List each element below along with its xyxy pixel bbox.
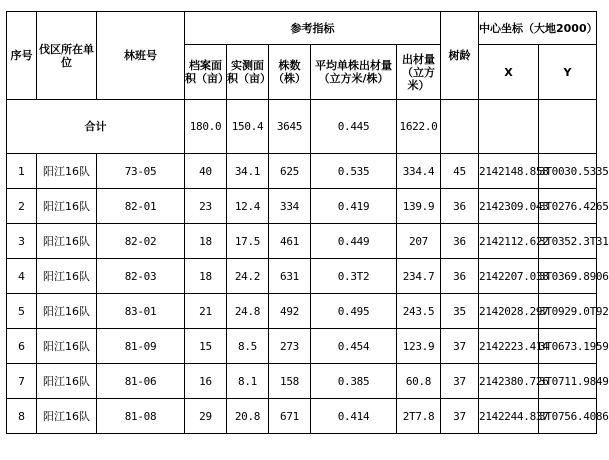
cell-tree-count[interactable]: 273 (269, 329, 311, 364)
total-volume[interactable]: 1622.0 (397, 100, 441, 154)
cell-unit[interactable]: 阳江16队 (37, 364, 97, 399)
cell-measured-area[interactable]: 34.1 (227, 154, 269, 189)
cell-tree-count[interactable]: 671 (269, 399, 311, 434)
total-age[interactable] (441, 100, 479, 154)
cell-unit[interactable]: 阳江16队 (37, 329, 97, 364)
cell-archive-area[interactable]: 40 (185, 154, 227, 189)
total-x[interactable] (479, 100, 539, 154)
table-row (7, 189, 597, 224)
cell-y[interactable]: 3T0673.1959 (539, 329, 597, 364)
cell-forest-id[interactable]: 81-08 (97, 399, 185, 434)
cell-x[interactable]: 2142028.297 (479, 294, 539, 329)
cell-seq[interactable]: 7 (7, 364, 37, 399)
cell-x[interactable]: 2142380.726 (479, 364, 539, 399)
cell-avg-volume[interactable]: 0.3T2 (311, 259, 397, 294)
cell-forest-id[interactable]: 82-02 (97, 224, 185, 259)
total-tree-count[interactable]: 3645 (269, 100, 311, 154)
cell-forest-id[interactable]: 82-01 (97, 189, 185, 224)
header-seq[interactable]: 序号 (7, 12, 37, 100)
cell-archive-area[interactable]: 29 (185, 399, 227, 434)
cell-tree-count[interactable]: 334 (269, 189, 311, 224)
header-tree-age[interactable]: 树龄 (441, 12, 479, 100)
cell-avg-volume[interactable]: 0.419 (311, 189, 397, 224)
cell-volume[interactable]: 234.7 (397, 259, 441, 294)
cell-age[interactable]: 45 (441, 154, 479, 189)
cell-tree-count[interactable]: 625 (269, 154, 311, 189)
cell-seq[interactable]: 4 (7, 259, 37, 294)
cell-avg-volume[interactable]: 0.414 (311, 399, 397, 434)
total-archive-area[interactable]: 180.0 (185, 100, 227, 154)
cell-seq[interactable]: 2 (7, 189, 37, 224)
cell-archive-area[interactable]: 18 (185, 224, 227, 259)
cell-archive-area[interactable]: 15 (185, 329, 227, 364)
header-row-1 (7, 12, 597, 45)
cell-y[interactable]: 3T0929.0T92 (539, 294, 597, 329)
cell-volume[interactable]: 207 (397, 224, 441, 259)
table-row (7, 364, 597, 399)
cell-tree-count[interactable]: 461 (269, 224, 311, 259)
cell-archive-area[interactable]: 21 (185, 294, 227, 329)
cell-age[interactable]: 36 (441, 189, 479, 224)
cell-unit[interactable]: 阳江16队 (37, 399, 97, 434)
header-unit[interactable]: 伐区所在单位 (37, 12, 97, 100)
cell-archive-area[interactable]: 16 (185, 364, 227, 399)
header-y[interactable]: Y (539, 45, 597, 100)
cell-forest-id[interactable]: 73-05 (97, 154, 185, 189)
cell-age[interactable]: 37 (441, 399, 479, 434)
cell-x[interactable]: 2142207.038 (479, 259, 539, 294)
header-archive-area[interactable]: 档案面积（亩） (185, 45, 227, 100)
header-forest-id[interactable]: 林班号 (97, 12, 185, 100)
cell-y[interactable]: 3T0352.3T31 (539, 224, 597, 259)
cell-forest-id[interactable]: 81-09 (97, 329, 185, 364)
header-x[interactable]: X (479, 45, 539, 100)
cell-volume[interactable]: 123.9 (397, 329, 441, 364)
cell-volume[interactable]: 139.9 (397, 189, 441, 224)
total-row (7, 100, 597, 154)
cell-x[interactable]: 2142309.043 (479, 189, 539, 224)
total-label[interactable]: 合计 (7, 100, 185, 154)
cell-avg-volume[interactable]: 0.495 (311, 294, 397, 329)
cell-y[interactable]: 3T0711.9849 (539, 364, 597, 399)
cell-avg-volume[interactable]: 0.449 (311, 224, 397, 259)
table-row (7, 154, 597, 189)
cell-volume[interactable]: 60.8 (397, 364, 441, 399)
cell-seq[interactable]: 1 (7, 154, 37, 189)
cell-forest-id[interactable]: 81-06 (97, 364, 185, 399)
cell-measured-area[interactable]: 17.5 (227, 224, 269, 259)
cell-tree-count[interactable]: 492 (269, 294, 311, 329)
cell-forest-id[interactable]: 83-01 (97, 294, 185, 329)
cell-measured-area[interactable]: 24.8 (227, 294, 269, 329)
cell-measured-area[interactable]: 12.4 (227, 189, 269, 224)
cell-seq[interactable]: 8 (7, 399, 37, 434)
cell-seq[interactable]: 6 (7, 329, 37, 364)
cell-unit[interactable]: 阳江16队 (37, 189, 97, 224)
cell-y[interactable]: 3T0756.4086 (539, 399, 597, 434)
table-row (7, 399, 597, 434)
header-avg-volume[interactable]: 平均单株出材量（立方米/株） (311, 45, 397, 100)
cell-measured-area[interactable]: 8.1 (227, 364, 269, 399)
cell-seq[interactable]: 3 (7, 224, 37, 259)
cell-volume[interactable]: 334.4 (397, 154, 441, 189)
cell-tree-count[interactable]: 158 (269, 364, 311, 399)
cell-unit[interactable]: 阳江16队 (37, 294, 97, 329)
cell-avg-volume[interactable]: 0.385 (311, 364, 397, 399)
cell-unit[interactable]: 阳江16队 (37, 154, 97, 189)
cell-age[interactable]: 35 (441, 294, 479, 329)
cell-tree-count[interactable]: 631 (269, 259, 311, 294)
cell-avg-volume[interactable]: 0.535 (311, 154, 397, 189)
cell-age[interactable]: 36 (441, 224, 479, 259)
cell-age[interactable]: 36 (441, 259, 479, 294)
cell-volume[interactable]: 243.5 (397, 294, 441, 329)
cell-archive-area[interactable]: 23 (185, 189, 227, 224)
cell-age[interactable]: 37 (441, 364, 479, 399)
cell-measured-area[interactable]: 8.5 (227, 329, 269, 364)
cell-x[interactable]: 2142112.622 (479, 224, 539, 259)
cell-x[interactable]: 2142148.858 (479, 154, 539, 189)
table-row (7, 294, 597, 329)
header-center-coordinates[interactable]: 中心坐标（大地2000） (479, 12, 597, 45)
table-row (7, 259, 597, 294)
table-row (7, 224, 597, 259)
cell-x[interactable]: 2142244.837 (479, 399, 539, 434)
forest-data-table (6, 11, 609, 434)
table-row (7, 329, 597, 364)
cell-measured-area[interactable]: 24.2 (227, 259, 269, 294)
header-volume[interactable]: 出材量（立方米） (397, 45, 441, 100)
cell-unit[interactable]: 阳江16队 (37, 259, 97, 294)
cell-volume[interactable]: 2T7.8 (397, 399, 441, 434)
cell-y[interactable]: 3T0030.5335 (539, 154, 597, 189)
cell-seq[interactable]: 5 (7, 294, 37, 329)
total-avg-volume[interactable]: 0.445 (311, 100, 397, 154)
cell-y[interactable]: 3T0369.8906 (539, 259, 597, 294)
cell-forest-id[interactable]: 82-03 (97, 259, 185, 294)
cell-avg-volume[interactable]: 0.454 (311, 329, 397, 364)
header-measured-area[interactable]: 实测面积（亩） (227, 45, 269, 100)
cell-y[interactable]: 3T0276.4265 (539, 189, 597, 224)
total-measured-area[interactable]: 150.4 (227, 100, 269, 154)
cell-age[interactable]: 37 (441, 329, 479, 364)
header-tree-count[interactable]: 株数（株） (269, 45, 311, 100)
cell-archive-area[interactable]: 18 (185, 259, 227, 294)
cell-measured-area[interactable]: 20.8 (227, 399, 269, 434)
cell-x[interactable]: 2142223.414 (479, 329, 539, 364)
header-reference-group[interactable]: 参考指标 (185, 12, 441, 45)
total-y[interactable] (539, 100, 597, 154)
cell-unit[interactable]: 阳江16队 (37, 224, 97, 259)
